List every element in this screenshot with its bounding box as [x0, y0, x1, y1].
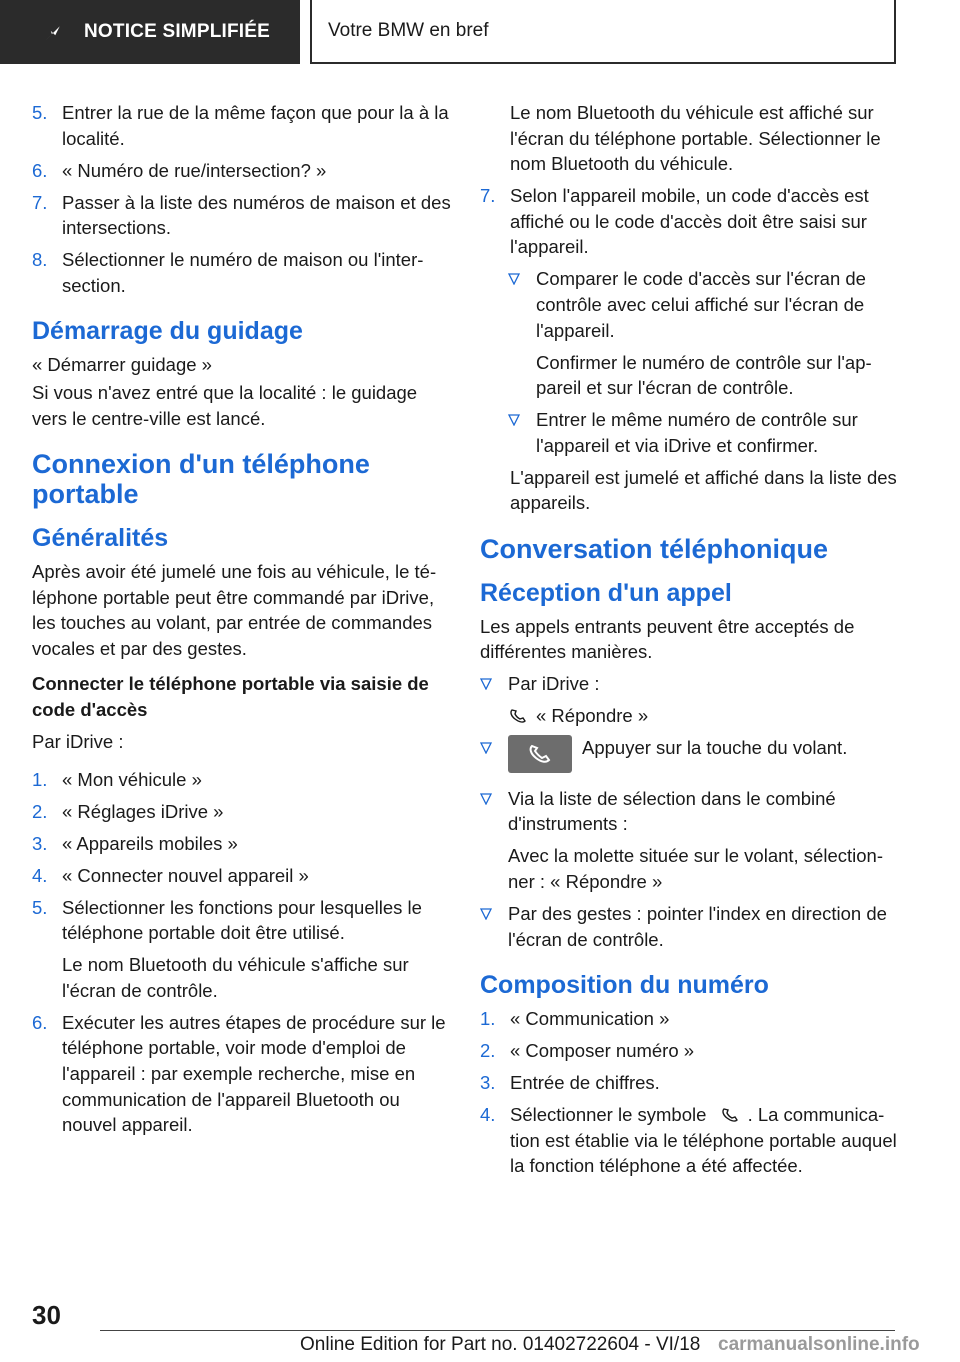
step-text: « Mon véhicule »	[62, 768, 202, 790]
right-column	[480, 100, 900, 1185]
phone-icon	[720, 1107, 742, 1123]
triangle-bullet-icon	[508, 414, 520, 426]
chapter-tab-label: Votre BMW en bref	[328, 20, 489, 41]
section-tab-label: NOTICE SIMPLIFIÉE	[84, 21, 271, 42]
step-text: Selon l'appareil mobile, un code d'accès est affiché ou le code d'accès doit être saisi sur l'appareil.	[510, 185, 869, 258]
par-idrive-text: Par iDrive :	[32, 731, 124, 753]
bullet-item	[480, 671, 900, 697]
triangle-bullet-icon	[480, 678, 492, 690]
list-item	[480, 1102, 900, 1179]
step-number: 4.	[480, 1104, 496, 1126]
step-number: 4.	[32, 864, 48, 886]
step-number: 7.	[32, 191, 48, 213]
page-number: 30	[32, 1300, 61, 1330]
footer-divider	[100, 1330, 895, 1331]
list-item	[32, 247, 452, 298]
heading-connexion: Connexion d'un téléphone portable	[32, 449, 370, 510]
step-number: 5.	[32, 102, 48, 123]
step-text: Sélectionner le symbole	[510, 1104, 707, 1126]
bullet-subtext: Avec la molette située sur le volant, sélectionner : « Répondre »	[508, 845, 883, 892]
step-text: « Communication »	[510, 1008, 670, 1030]
heading-connecter: Connecter le téléphone portable via saisie de code d'accès	[32, 673, 429, 721]
list-item	[32, 1010, 452, 1138]
step-number: 3.	[32, 832, 48, 854]
jumele-text: L'appareil est jumelé et affiché dans la liste des appareils.	[510, 466, 897, 514]
step-number: 8.	[32, 249, 48, 271]
step-number: 5.	[32, 896, 48, 918]
list-item	[32, 799, 452, 825]
heading-guidage: Démarrage du guidage	[32, 317, 303, 346]
list-item	[480, 1006, 900, 1032]
reception-text: Les appels entrants peuvent être acceptés de différentes manières.	[480, 615, 855, 663]
bullet-text: Entrer le même numéro de contrôle sur l'appareil et via iDrive et confirmer.	[536, 409, 858, 456]
step-text: Exécuter les autres étapes de procédure sur le téléphone portable, voir mode d'emploi de l'appareil : par exemple recherche, mise en communication de l'appareil Bluetooth ou nouvel appareil.	[62, 1011, 446, 1136]
list-item	[32, 831, 452, 857]
list-item	[480, 1038, 900, 1064]
continued-text: Le nom Bluetooth du véhicule est affiché sur l'écran du téléphone portable. Sélectionner le nom Bluetooth du véhicule.	[510, 102, 881, 175]
step-number: 2.	[480, 1040, 496, 1062]
step-text: « Réglages iDrive »	[62, 800, 224, 822]
step-number: 7.	[480, 185, 496, 207]
step-text: Sélectionner le numéro de maison ou l'intersection.	[62, 249, 424, 296]
watermark: carmanualsonline.info	[718, 1334, 920, 1355]
bullet-text: Appuyer sur la touche du volant.	[582, 737, 848, 759]
chapter-tab[interactable]	[310, 0, 896, 64]
list-item	[480, 183, 900, 260]
heading-generalites: Généralités	[32, 524, 169, 553]
bullet-item	[508, 266, 900, 343]
bullet-text: Par des gestes : pointer l'index en direction de l'écran de contrôle.	[508, 902, 887, 950]
bullet-item	[508, 407, 900, 458]
list-item	[32, 100, 452, 151]
bullet-item	[480, 786, 900, 837]
step-number: 3.	[480, 1072, 496, 1094]
step-text: Entrée de chiffres.	[510, 1072, 660, 1094]
list-item	[480, 1070, 900, 1096]
bullet-subtext: Confirmer le numéro de contrôle sur l'appareil et sur l'écran de contrôle.	[536, 351, 872, 399]
section-tab[interactable]	[0, 0, 300, 64]
steering-phone-button-image	[508, 735, 572, 773]
step-number: 1.	[480, 1008, 496, 1030]
page-header	[0, 0, 960, 66]
left-column	[32, 100, 452, 1144]
list-item	[32, 190, 452, 241]
bullet-text: Par iDrive :	[508, 673, 600, 695]
triangle-bullet-icon	[480, 742, 492, 754]
phone-icon	[508, 708, 530, 724]
guidage-text: Si vous n'avez entré que la localité : le guidage vers le centre-ville est lancé.	[32, 381, 418, 429]
triangle-bullet-icon	[480, 793, 492, 805]
phone-icon	[526, 743, 554, 765]
list-item	[32, 863, 452, 889]
step-number: 1.	[32, 768, 48, 790]
generalites-text: Après avoir été jumelé une fois au véhicule, le téléphone portable peut être commandé par iDrive, les touches au volant, par entrée de commandes vocales et par des gestes.	[32, 561, 437, 659]
guidage-command: « Démarrer guidage »	[32, 354, 212, 376]
step-number: 6.	[32, 159, 48, 181]
triangle-bullet-icon	[508, 273, 520, 285]
step-number: 6.	[32, 1011, 48, 1033]
bullet-item	[480, 735, 900, 779]
step-text: Sélectionner les fonctions pour lesquelles le téléphone portable doit être utilisé.	[62, 896, 422, 944]
list-item	[32, 767, 452, 793]
bmw-star-icon	[44, 24, 62, 42]
step-text: « Composer numéro »	[510, 1040, 695, 1062]
step-text: « Numéro de rue/intersection? »	[62, 159, 327, 181]
bullet-subtext	[480, 703, 900, 729]
bullet-subtext-label: « Répondre »	[536, 705, 649, 727]
heading-reception: Réception d'un appel	[480, 578, 732, 607]
bullet-text: Comparer le code d'accès sur l'écran de contrôle avec celui affiché sur l'écran de l'appareil.	[536, 268, 866, 341]
step-text: « Connecter nouvel appareil »	[62, 864, 309, 886]
step-text: Entrer la rue de la même façon que pour la à la localité.	[62, 102, 449, 149]
step-number: 2.	[32, 800, 48, 822]
step-subtext: Le nom Bluetooth du véhicule s'affiche sur l'écran de contrôle.	[62, 954, 409, 1001]
bullet-text: Via la liste de sélection dans le combiné d'instruments :	[508, 787, 836, 835]
heading-conversation: Conversation téléphonique	[480, 533, 829, 564]
triangle-bullet-icon	[480, 908, 492, 920]
list-item	[32, 895, 452, 946]
step-text: Passer à la liste des numéros de maison et des intersections.	[62, 191, 451, 239]
step-text-continued: . La communication est établie via le téléphone portable auquel la fonction téléphone a été affectée.	[510, 1104, 897, 1177]
list-item	[32, 158, 452, 184]
step-text: « Appareils mobiles »	[62, 832, 238, 854]
heading-composition: Composition du numéro	[480, 971, 769, 1000]
edition-text: Online Edition for Part no. 01402722604 - VI/18	[300, 1334, 701, 1355]
bullet-item	[480, 901, 900, 952]
